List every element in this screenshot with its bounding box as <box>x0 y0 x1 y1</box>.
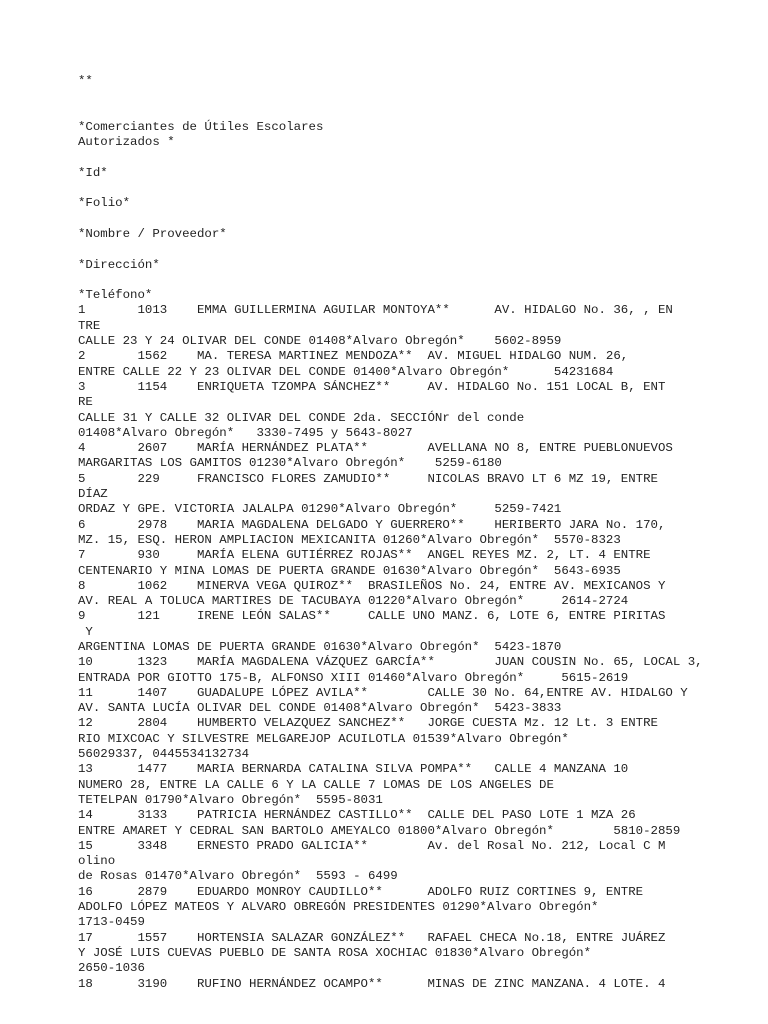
text-line: 7 930 MARÍA ELENA GUTIÉRREZ ROJAS** ANGEL REYES MZ. 2, LT. 4 ENTRE <box>78 548 651 563</box>
text-line: 12 2804 HUMBERTO VELAZQUEZ SANCHEZ** JORGE CUESTA Mz. 12 Lt. 3 ENTRE <box>78 716 658 731</box>
text-line: AV. SANTA LUCÍA OLIVAR DEL CONDE 01408*Alvaro Obregón* 5423-3833 <box>78 701 562 716</box>
document-body <box>78 74 758 992</box>
text-line: *Nombre / Proveedor* <box>78 226 227 241</box>
text-line: 17 1557 HORTENSIA SALAZAR GONZÁLEZ** RAFAEL CHECA No.18, ENTRE JUÁREZ <box>78 930 666 945</box>
text-line: *Comerciantes de Útiles Escolares <box>78 119 324 134</box>
blank-line <box>78 89 758 104</box>
text-line: 13 1477 MARIA BERNARDA CATALINA SILVA POMPA** CALLE 4 MANZANA 10 <box>78 762 629 777</box>
text-line: AV. REAL A TOLUCA MARTIRES DE TACUBAYA 01220*Alvaro Obregón* 2614-2724 <box>78 594 629 609</box>
text-line: ORDAZ Y GPE. VICTORIA JALALPA 01290*Alvaro Obregón* 5259-7421 <box>78 502 562 517</box>
text-line: ENTRE AMARET Y CEDRAL SAN BARTOLO AMEYALCO 01800*Alvaro Obregón* 5810-2859 <box>78 823 681 838</box>
blank-line <box>78 150 758 165</box>
text-line: ENTRADA POR GIOTTO 175-B, ALFONSO XIII 01460*Alvaro Obregón* 5615-2619 <box>78 670 629 685</box>
text-line: 18 3190 RUFINO HERNÁNDEZ OCAMPO** MINAS DE ZINC MANZANA. 4 LOTE. 4 <box>78 976 666 991</box>
blank-line <box>78 273 758 288</box>
text-line: Y <box>78 624 93 639</box>
text-line: NUMERO 28, ENTRE LA CALLE 6 Y LA CALLE 7 LOMAS DE LOS ANGELES DE <box>78 777 554 792</box>
text-line: de Rosas 01470*Alvaro Obregón* 5593 - 6499 <box>78 869 398 884</box>
text-line: RIO MIXCOAC Y SILVESTRE MELGAREJOP ACUILOTLA 01539*Alvaro Obregón* <box>78 731 569 746</box>
text-line: TRE <box>78 318 101 333</box>
text-line: DÍAZ <box>78 487 108 502</box>
text-line: olino <box>78 854 116 869</box>
text-line: 2650-1036 <box>78 961 145 976</box>
text-line: ENTRE CALLE 22 Y 23 OLIVAR DEL CONDE 01400*Alvaro Obregón* 54231684 <box>78 364 614 379</box>
text-line: *Id* <box>78 165 108 180</box>
text-line: 01408*Alvaro Obregón* 3330-7495 y 5643-8027 <box>78 425 413 440</box>
text-line: ** <box>78 74 93 88</box>
text-line: *Dirección* <box>78 257 160 272</box>
text-line: Y JOSÉ LUIS CUEVAS PUEBLO DE SANTA ROSA XOCHIAC 01830*Alvaro Obregón* <box>78 945 592 960</box>
text-line: 16 2879 EDUARDO MONROY CAUDILLO** ADOLFO RUIZ CORTINES 9, ENTRE <box>78 884 644 899</box>
text-line: *Teléfono* <box>78 288 153 303</box>
text-line: CALLE 31 Y CALLE 32 OLIVAR DEL CONDE 2da. SECCIÓNr del conde <box>78 410 525 425</box>
text-line: RE <box>78 395 93 410</box>
text-line: 2 1562 MA. TERESA MARTINEZ MENDOZA** AV. MIGUEL HIDALGO NUM. 26, <box>78 349 629 364</box>
text-line: 11 1407 GUADALUPE LÓPEZ AVILA** CALLE 30 No. 64,ENTRE AV. HIDALGO Y <box>78 685 688 700</box>
text-line: CALLE 23 Y 24 OLIVAR DEL CONDE 01408*Alvaro Obregón* 5602-8959 <box>78 334 562 349</box>
text-line: 8 1062 MINERVA VEGA QUIROZ** BRASILEÑOS No. 24, ENTRE AV. MEXICANOS Y <box>78 578 666 593</box>
text-line: 6 2978 MARIA MAGDALENA DELGADO Y GUERRERO** HERIBERTO JARA No. 170, <box>78 517 666 532</box>
blank-line <box>78 105 758 120</box>
text-line: MZ. 15, ESQ. HERON AMPLIACION MEXICANITA 01260*Alvaro Obregón* 5570-8323 <box>78 532 621 547</box>
text-line: ARGENTINA LOMAS DE PUERTA GRANDE 01630*Alvaro Obregón* 5423-1870 <box>78 639 562 654</box>
text-line: 5 229 FRANCISCO FLORES ZAMUDIO** NICOLAS BRAVO LT 6 MZ 19, ENTRE <box>78 471 658 486</box>
text-line: 14 3133 PATRICIA HERNÁNDEZ CASTILLO** CALLE DEL PASO LOTE 1 MZA 26 <box>78 808 636 823</box>
text-line: 3 1154 ENRIQUETA TZOMPA SÁNCHEZ** AV. HIDALGO No. 151 LOCAL B, ENT <box>78 379 666 394</box>
text-line: 15 3348 ERNESTO PRADO GALICIA** Av. del Rosal No. 212, Local C M <box>78 838 666 853</box>
text-line: 1713-0459 <box>78 915 145 930</box>
text-line: 9 121 IRENE LEÓN SALAS** CALLE UNO MANZ. 6, LOTE 6, ENTRE PIRITAS <box>78 609 666 624</box>
text-line: ADOLFO LÓPEZ MATEOS Y ALVARO OBREGÓN PRESIDENTES 01290*Alvaro Obregón* <box>78 900 599 915</box>
text-line: 1 1013 EMMA GUILLERMINA AGUILAR MONTOYA** AV. HIDALGO No. 36, , EN <box>78 303 673 318</box>
text-line: 4 2607 MARÍA HERNÁNDEZ PLATA** AVELLANA NO 8, ENTRE PUEBLONUEVOS <box>78 441 673 456</box>
text-line: Autorizados * <box>78 135 175 150</box>
blank-line <box>78 212 758 227</box>
text-line: 56029337, 0445534132734 <box>78 747 250 762</box>
text-line: 10 1323 MARÍA MAGDALENA VÁZQUEZ GARCÍA** JUAN COUSIN No. 65, LOCAL 3, <box>78 655 703 670</box>
blank-line <box>78 181 758 196</box>
text-line: TETELPAN 01790*Alvaro Obregón* 5595-8031 <box>78 792 383 807</box>
blank-line <box>78 242 758 257</box>
text-line: *Folio* <box>78 196 131 211</box>
text-line: CENTENARIO Y MINA LOMAS DE PUERTA GRANDE 01630*Alvaro Obregón* 5643-6935 <box>78 563 621 578</box>
text-line: MARGARITAS LOS GAMITOS 01230*Alvaro Obregón* 5259-6180 <box>78 456 502 471</box>
